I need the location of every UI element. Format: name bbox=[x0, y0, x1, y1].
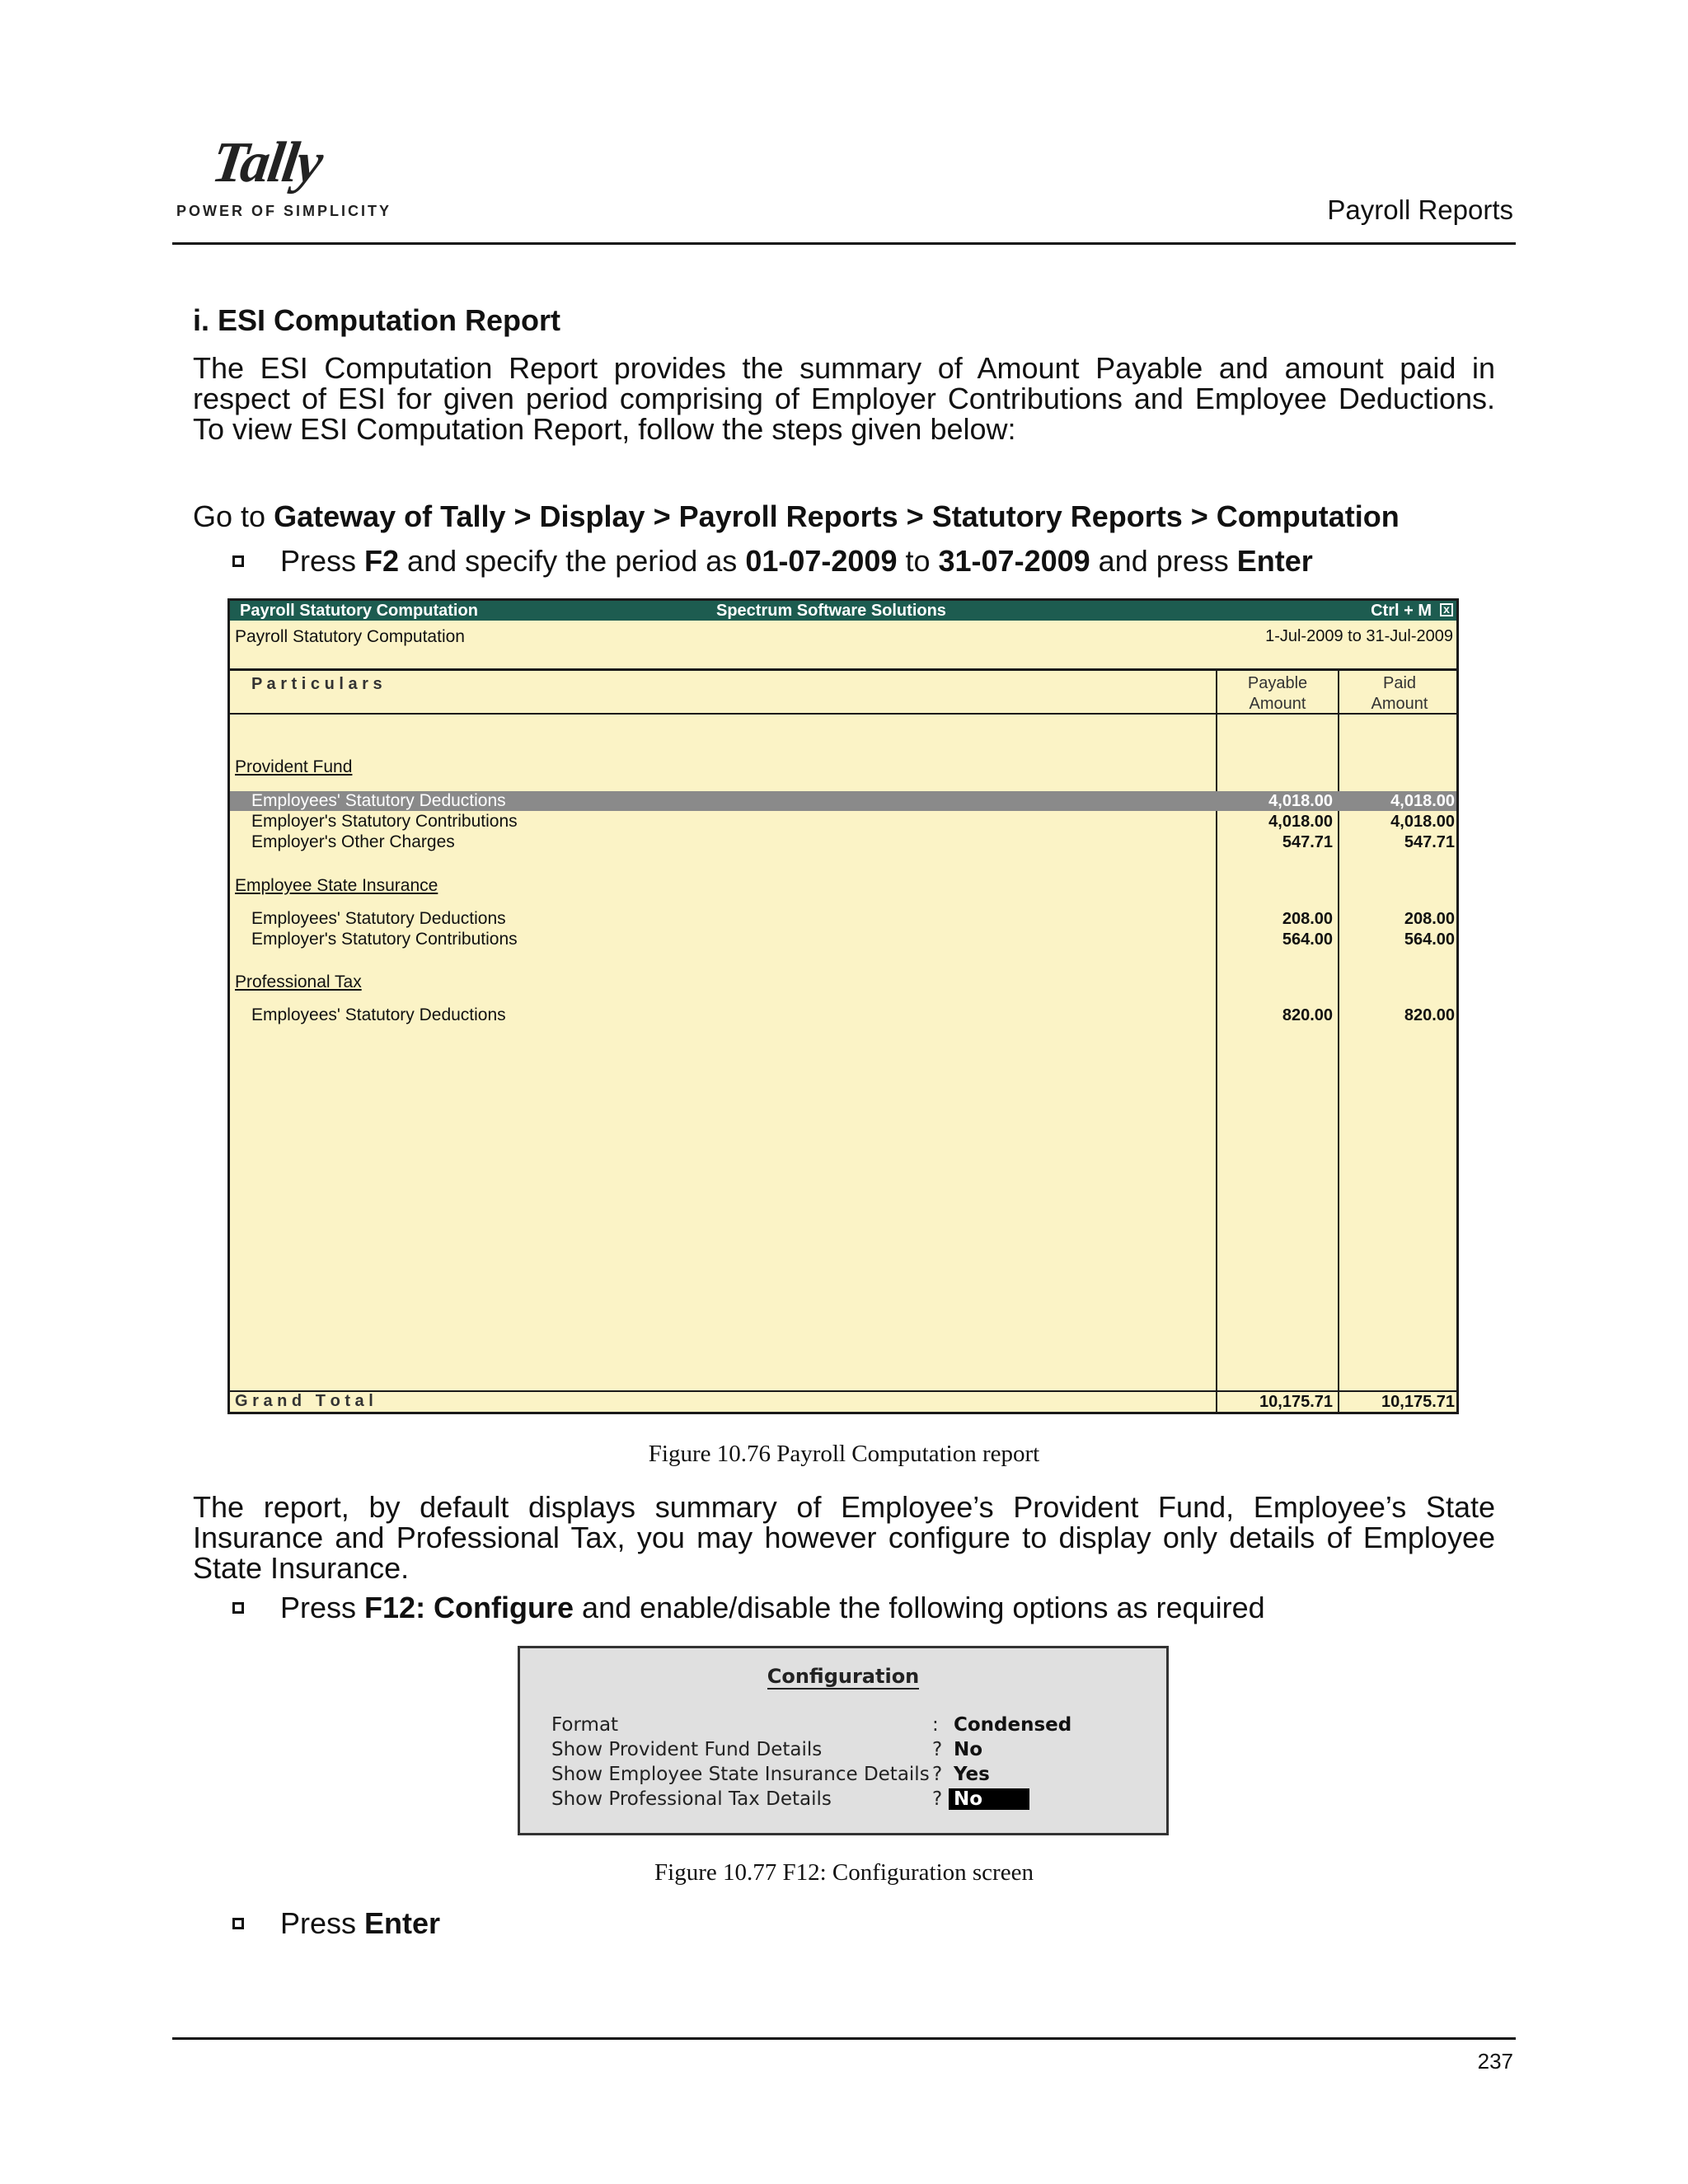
table-row[interactable]: Employer's Other Charges bbox=[251, 832, 455, 851]
payroll-computation-window bbox=[227, 598, 1459, 1414]
report-period[interactable]: 1-Jul-2009 to 31-Jul-2009 bbox=[1265, 627, 1453, 645]
config-separator: : bbox=[932, 1714, 939, 1736]
paid-cell: 547.71 bbox=[1404, 833, 1455, 851]
payable-cell: 547.71 bbox=[1282, 833, 1333, 851]
group-professional-tax[interactable]: Professional Tax bbox=[235, 972, 362, 991]
running-head: Payroll Reports bbox=[1327, 194, 1513, 225]
table-row[interactable]: Employees' Statutory Deductions bbox=[251, 909, 506, 928]
footer-rule bbox=[172, 2037, 1516, 2040]
config-label: Format bbox=[551, 1714, 619, 1736]
config-separator: ? bbox=[932, 1788, 943, 1810]
config-label: Show Provident Fund Details bbox=[551, 1739, 823, 1760]
payable-cell: 4,018.00 bbox=[1268, 792, 1333, 810]
table-row[interactable]: Employees' Statutory Deductions bbox=[251, 791, 506, 810]
body-paragraph: The report, by default displays summary of Employee’s Provident Fund, Employee’s State Insurance and Professional Tax, you may however configure to display only details of Employee State Insurance. bbox=[193, 1490, 1495, 1585]
configuration-title: Configuration bbox=[767, 1665, 920, 1688]
paid-cell: 208.00 bbox=[1404, 910, 1455, 928]
paid-cell: 4,018.00 bbox=[1390, 792, 1455, 810]
paid-cell: 4,018.00 bbox=[1390, 813, 1455, 831]
header-rule bbox=[172, 242, 1516, 245]
config-value-pt[interactable]: No bbox=[949, 1788, 1029, 1810]
col-paid: Paid Amount bbox=[1371, 674, 1428, 713]
table-row[interactable]: Employer's Statutory Contributions bbox=[251, 812, 518, 831]
step-press-enter: Press Enter bbox=[232, 1906, 440, 1941]
step-press-f12: Press F12: Configure and enable/disable the following options as required bbox=[232, 1591, 1265, 1625]
close-icon[interactable]: x bbox=[1440, 603, 1453, 616]
config-value-format[interactable]: Condensed bbox=[954, 1714, 1072, 1736]
config-value-esi[interactable]: Yes bbox=[954, 1764, 990, 1785]
section-title: i. ESI Computation Report bbox=[193, 303, 560, 337]
payable-cell: 564.00 bbox=[1282, 930, 1333, 949]
group-provident-fund[interactable]: Provident Fund bbox=[235, 757, 353, 776]
grand-total-paid: 10,175.71 bbox=[1381, 1393, 1455, 1411]
figure-caption: Figure 10.76 Payroll Computation report bbox=[648, 1441, 1040, 1467]
config-label: Show Professional Tax Details bbox=[551, 1788, 832, 1810]
grand-total-label: G r a n d T o t a l bbox=[235, 1392, 373, 1410]
bullet-icon bbox=[232, 555, 244, 567]
report-subtitle: Payroll Statutory Computation bbox=[235, 627, 465, 646]
shortcut-label: Ctrl + M bbox=[1371, 602, 1432, 620]
config-label: Show Employee State Insurance Details bbox=[551, 1764, 930, 1785]
group-employee-state-insurance[interactable]: Employee State Insurance bbox=[235, 876, 438, 895]
bullet-icon bbox=[232, 1602, 244, 1614]
grand-total-payable: 10,175.71 bbox=[1259, 1393, 1333, 1411]
bullet-icon bbox=[232, 1918, 244, 1929]
company-name: Spectrum Software Solutions bbox=[716, 602, 946, 620]
figure-caption: Figure 10.77 F12: Configuration screen bbox=[654, 1859, 1034, 1886]
config-value-pf[interactable]: No bbox=[954, 1739, 983, 1760]
table-row[interactable]: Employees' Statutory Deductions bbox=[251, 1005, 506, 1024]
table-row[interactable]: Employer's Statutory Contributions bbox=[251, 930, 518, 949]
navigation-path: Go to Gateway of Tally > Display > Payroll Reports > Statutory Reports > Computation bbox=[193, 499, 1400, 533]
payable-cell: 820.00 bbox=[1282, 1006, 1333, 1024]
payable-cell: 4,018.00 bbox=[1268, 813, 1333, 831]
intro-paragraph: The ESI Computation Report provides the summary of Amount Payable and amount paid in respect of ESI for given period comprising of Employer Contributions and Employee Deductions. To view ESI Computation Report, follow the steps given below: bbox=[193, 351, 1495, 446]
configuration-panel bbox=[518, 1646, 1169, 1835]
col-particulars: P a r t i c u l a r s bbox=[251, 675, 382, 693]
config-separator: ? bbox=[932, 1739, 943, 1760]
page-number: 237 bbox=[1477, 2049, 1513, 2074]
logo-tagline: POWER OF SIMPLICITY bbox=[176, 203, 392, 219]
title-bar bbox=[230, 601, 1456, 621]
config-separator: ? bbox=[932, 1764, 943, 1785]
title-bar-left: Payroll Statutory Computation bbox=[240, 602, 478, 620]
paid-cell: 820.00 bbox=[1404, 1006, 1455, 1024]
step-press-f2: Press F2 and specify the period as 01-07-2009 to 31-07-2009 and press Enter bbox=[232, 544, 1313, 579]
paid-cell: 564.00 bbox=[1404, 930, 1455, 949]
tally-logo: Tally bbox=[208, 131, 326, 194]
col-payable: Payable Amount bbox=[1247, 674, 1308, 713]
payable-cell: 208.00 bbox=[1282, 910, 1333, 928]
